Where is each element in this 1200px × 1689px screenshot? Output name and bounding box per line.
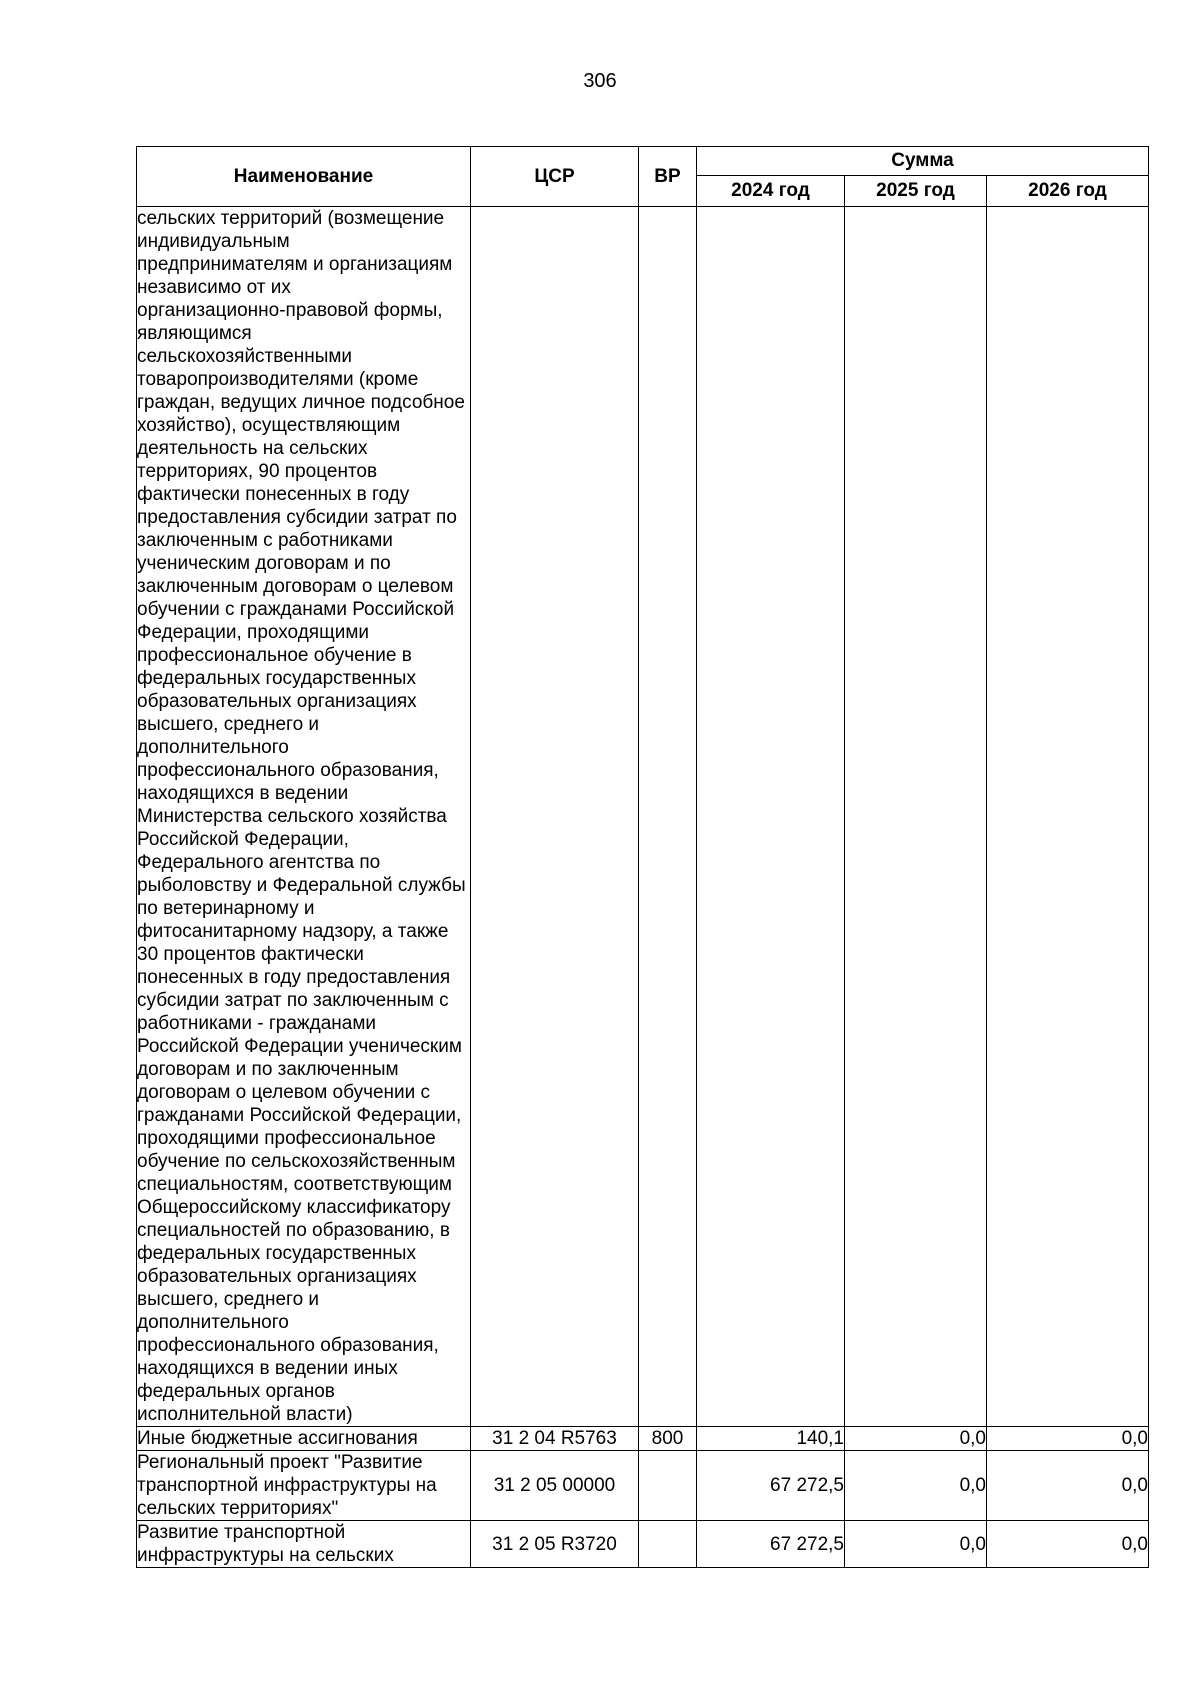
row-name-line: Федерации, проходящими: [137, 622, 369, 643]
row-name-line: сельскохозяйственными: [137, 346, 353, 367]
row-name-line: обучении с гражданами Российской: [137, 599, 455, 620]
row-name-line: Общероссийскому классификатору: [137, 1197, 451, 1218]
row-name-line: инфраструктуры на сельских: [137, 1545, 394, 1566]
row-name-line: заключенным с работниками: [137, 530, 393, 551]
row-name-line: независимо от их: [137, 277, 291, 298]
row-2026-cell: 0,0: [987, 1451, 1149, 1521]
row-name-line: являющимся: [137, 323, 252, 344]
row-name-line: ученическим договорам и по: [137, 553, 391, 574]
row-name-line: специальностям, соответствующим: [137, 1174, 452, 1195]
row-vr-cell: 800: [639, 1427, 697, 1451]
row-2025-cell: 0,0: [845, 1451, 987, 1521]
row-csr-cell: [471, 207, 639, 1427]
row-name-line: профессионального образования,: [137, 1335, 439, 1356]
row-csr-cell: 31 2 05 00000: [471, 1451, 639, 1521]
row-name-line: Иные бюджетные ассигнования: [137, 1428, 418, 1449]
row-name-cell: [137, 207, 471, 1427]
row-name-line: индивидуальным: [137, 231, 290, 252]
row-name-line: предоставления субсидии затрат по: [137, 507, 457, 528]
row-csr-cell: 31 2 05 R3720: [471, 1521, 639, 1568]
page-number: 306: [583, 70, 617, 92]
row-name-line: федеральных государственных: [137, 1243, 416, 1264]
row-name-line: по ветеринарному и: [137, 898, 315, 919]
row-name-line: Министерства сельского хозяйства: [137, 806, 447, 827]
row-name-line: Региональный проект "Развитие: [137, 1452, 423, 1473]
row-name-line: граждан, ведущих личное подсобное: [137, 392, 465, 413]
row-csr-cell: 31 2 04 R5763: [471, 1427, 639, 1451]
table-row: [137, 207, 1149, 1427]
header-sum: Сумма: [697, 147, 1149, 176]
header-name: Наименование: [137, 147, 471, 207]
row-2024-cell: 67 272,5: [697, 1451, 845, 1521]
row-name-line: образовательных организациях: [137, 691, 417, 712]
row-name-cell: [137, 1521, 471, 1568]
row-name-line: Российской Федерации ученическим: [137, 1036, 462, 1057]
row-2026-cell: 0,0: [987, 1427, 1149, 1451]
row-2025-cell: 0,0: [845, 1427, 987, 1451]
row-name-line: предпринимателям и организациям: [137, 254, 453, 275]
row-2024-cell: 67 272,5: [697, 1521, 845, 1568]
budget-table: [136, 146, 1149, 1568]
row-2026-cell: 0,0: [987, 1521, 1149, 1568]
row-name-line: фитосанитарному надзору, а также: [137, 921, 449, 942]
row-name-line: транспортной инфраструктуры на: [137, 1475, 437, 1496]
row-name-line: проходящими профессиональное: [137, 1128, 436, 1149]
table-body: [137, 207, 1149, 1568]
row-name-line: Российской Федерации,: [137, 829, 349, 850]
row-name-line: находящихся в ведении: [137, 783, 349, 804]
row-name-line: сельских территорий (возмещение: [137, 208, 445, 229]
row-name-cell: [137, 1427, 471, 1451]
row-name-line: исполнительной власти): [137, 1404, 353, 1425]
row-name-line: специальностей по образованию, в: [137, 1220, 450, 1241]
row-name-line: понесенных в году предоставления: [137, 967, 451, 988]
row-2024-cell: [697, 207, 845, 1427]
row-name-line: профессиональное обучение в: [137, 645, 412, 666]
header-vr: ВР: [639, 147, 697, 207]
row-name-line: сельских территориях": [137, 1498, 339, 1519]
row-vr-cell: [639, 1521, 697, 1568]
row-name-line: гражданами Российской Федерации,: [137, 1105, 462, 1126]
row-name-line: федеральных государственных: [137, 668, 416, 689]
row-name-line: обучение по сельскохозяйственным: [137, 1151, 456, 1172]
row-name-line: субсидии затрат по заключенным с: [137, 990, 449, 1011]
row-vr-cell: [639, 207, 697, 1427]
row-vr-cell: [639, 1451, 697, 1521]
row-name-line: высшего, среднего и: [137, 714, 320, 735]
row-2025-cell: [845, 207, 987, 1427]
row-name-line: федеральных органов: [137, 1381, 335, 1402]
header-csr: ЦСР: [471, 147, 639, 207]
row-2024-cell: 140,1: [697, 1427, 845, 1451]
row-name-cell: [137, 1451, 471, 1521]
header-year-2026: 2026 год: [987, 176, 1149, 207]
row-name-line: фактически понесенных в году: [137, 484, 410, 505]
row-name-line: высшего, среднего и: [137, 1289, 320, 1310]
row-name-line: договорам и по заключенным: [137, 1059, 399, 1080]
row-name-line: товаропроизводителями (кроме: [137, 369, 419, 390]
row-name-line: заключенным договорам о целевом: [137, 576, 454, 597]
header-year-2025: 2025 год: [845, 176, 987, 207]
row-name-line: 30 процентов фактически: [137, 944, 364, 965]
table-row: [137, 1427, 1149, 1451]
table-row: [137, 1451, 1149, 1521]
row-name-line: образовательных организациях: [137, 1266, 417, 1287]
row-name-line: организационно-правовой формы,: [137, 300, 443, 321]
row-name-line: договорам о целевом обучении с: [137, 1082, 431, 1103]
row-name-line: деятельность на сельских: [137, 438, 368, 459]
row-name-line: дополнительного: [137, 1312, 289, 1333]
row-2026-cell: [987, 207, 1149, 1427]
row-name-line: профессионального образования,: [137, 760, 439, 781]
row-name-line: Развитие транспортной: [137, 1522, 346, 1543]
row-name-line: находящихся в ведении иных: [137, 1358, 398, 1379]
row-name-line: дополнительного: [137, 737, 289, 758]
row-2025-cell: 0,0: [845, 1521, 987, 1568]
row-name-line: работниками - гражданами: [137, 1013, 376, 1034]
row-name-line: рыболовству и Федеральной службы: [137, 875, 466, 896]
row-name-line: территориях, 90 процентов: [137, 461, 378, 482]
header-year-2024: 2024 год: [697, 176, 845, 207]
row-name-line: хозяйство), осуществляющим: [137, 415, 401, 436]
table-row: [137, 1521, 1149, 1568]
row-name-line: Федерального агентства по: [137, 852, 381, 873]
